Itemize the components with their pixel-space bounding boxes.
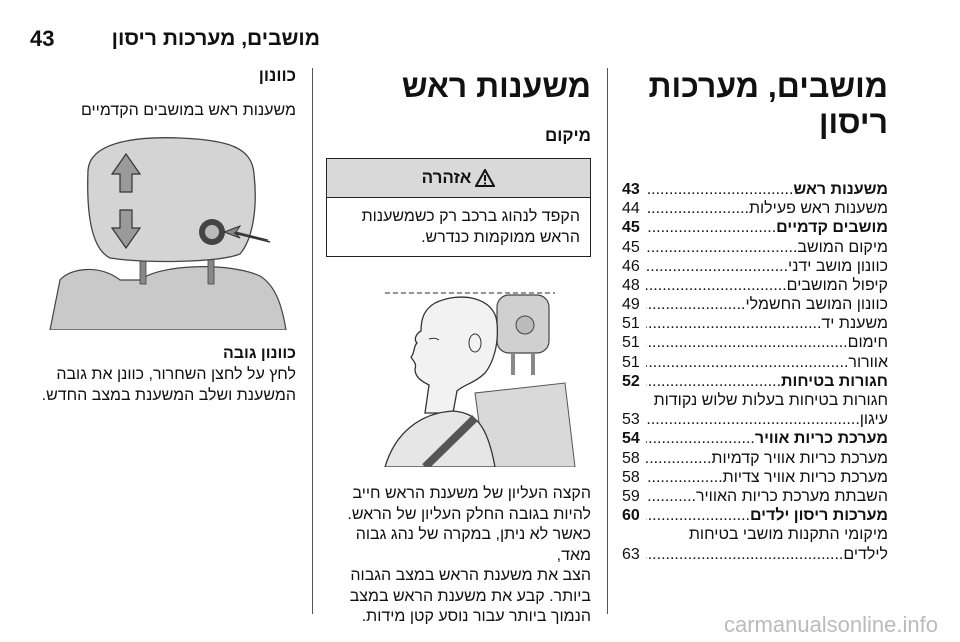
toc-entry-page: 52 [622, 372, 640, 390]
toc-entry[interactable] [622, 276, 888, 295]
section-title: משענות ראש [401, 68, 591, 104]
toc-leader-dots [646, 295, 746, 314]
toc-leader-dots [646, 257, 788, 276]
toc-entry-label: אוורור [848, 353, 888, 371]
toc-entry[interactable] [622, 506, 888, 525]
toc-leader-dots [646, 238, 797, 257]
toc-entry-label: חגורות בטיחות [781, 372, 888, 390]
toc-entry-label: משענות ראש [793, 180, 888, 198]
toc-entry-label: כוונון מושב ידני [788, 257, 888, 275]
toc-leader-dots [646, 372, 781, 391]
toc-entry[interactable] [622, 525, 888, 544]
toc-entry-page: 49 [622, 296, 640, 314]
toc-leader-dots [646, 314, 821, 333]
toc-entry-page: 45 [622, 219, 640, 237]
toc-leader-dots [646, 353, 848, 372]
toc-entry-page: 45 [622, 238, 640, 256]
toc-entry[interactable] [622, 410, 888, 429]
toc-entry[interactable] [622, 295, 888, 314]
toc-leader-dots [646, 333, 848, 352]
toc-entry-page: 59 [622, 487, 640, 505]
contents-column [622, 64, 888, 564]
toc-entry-label: מערכת כריות אוויר צדיות [722, 468, 888, 486]
toc-entry-label: השבתת מערכת כריות האוויר [695, 487, 888, 505]
position-title: מיקום [545, 126, 591, 145]
toc-entry[interactable] [622, 180, 888, 199]
toc-entry-page: 63 [622, 545, 640, 563]
warning-heading: אזהרה [327, 159, 590, 198]
watermark: carmanualsonline.info [723, 612, 938, 637]
toc-entry[interactable] [622, 218, 888, 237]
toc-entry-page: 58 [622, 468, 640, 486]
toc-entry-page: 48 [622, 276, 640, 294]
toc-entry-label: כוונון המושב החשמלי [745, 296, 888, 314]
toc-entry[interactable] [622, 353, 888, 372]
warning-box [326, 158, 591, 257]
headrest-adjust-illustration [30, 130, 296, 330]
toc-entry-label: עיגון [859, 411, 888, 429]
toc-entry-page: 58 [622, 449, 640, 467]
toc-entry[interactable] [622, 391, 888, 410]
toc-entry-label: מערכות ריסון ילדים [749, 507, 888, 525]
table-of-contents [622, 180, 888, 564]
height-adjust-text: לחץ על לחצן השחרור, כוונן את גובה המשענת ושלב המשענת במצב החדש. [41, 366, 296, 404]
toc-leader-dots [646, 449, 711, 468]
toc-entry-page: 53 [622, 411, 640, 429]
toc-entry[interactable] [622, 449, 888, 468]
toc-entry[interactable] [622, 314, 888, 333]
toc-entry[interactable] [622, 334, 888, 353]
toc-entry-page: 60 [622, 507, 640, 525]
toc-entry-label: חגורות בטיחות בעלות שלוש נקודות [653, 392, 888, 410]
toc-entry-label: משענת יד [821, 315, 888, 333]
toc-entry-label: משענות ראש פעילות [748, 200, 888, 218]
toc-entry-label: מושבים קדמיים [776, 219, 888, 237]
toc-entry-label: מערכת כריות אוויר קדמיות [711, 449, 888, 467]
adjustment-title: כוונון [258, 66, 296, 85]
toc-leader-dots [646, 506, 750, 525]
toc-leader-dots [646, 545, 843, 564]
running-title: מושבים, מערכות ריסון [111, 27, 320, 50]
toc-leader-dots [646, 468, 723, 487]
toc-leader-dots [646, 199, 749, 218]
toc-entry-label: מיקומי התקנות מושבי בטיחות [688, 526, 888, 544]
toc-entry-page: 43 [622, 180, 640, 198]
page-header [0, 0, 960, 56]
toc-entry[interactable] [622, 429, 888, 448]
toc-entry-label: מערכת כריות אוויר [754, 430, 888, 448]
toc-leader-dots [646, 180, 793, 199]
toc-entry-label: מיקום המושב [797, 238, 888, 256]
toc-entry[interactable] [622, 372, 888, 391]
toc-entry[interactable] [622, 199, 888, 218]
toc-entry[interactable] [622, 257, 888, 276]
toc-entry-page: 51 [622, 353, 640, 371]
height-adjust-title: כוונון גובה [222, 345, 296, 362]
toc-entry[interactable] [622, 238, 888, 257]
toc-entry[interactable] [622, 545, 888, 564]
adjustment-subtitle: משענות ראש במושבים הקדמיים [80, 102, 296, 119]
head-restraints-column [325, 64, 591, 628]
toc-leader-dots [646, 218, 776, 237]
column-divider [312, 68, 313, 614]
toc-entry-page: 44 [622, 200, 640, 218]
chapter-title: מושבים, מערכות ריסון [648, 68, 888, 140]
driver-headrest-illustration [325, 273, 591, 467]
toc-entry-page: 46 [622, 257, 640, 275]
toc-entry[interactable] [622, 487, 888, 506]
toc-entry-label: לילדים [843, 545, 888, 563]
toc-entry[interactable] [622, 468, 888, 487]
warning-triangle-icon [475, 169, 495, 187]
toc-entry-label: קיפול המושבים [786, 276, 888, 294]
toc-entry-page: 54 [622, 430, 640, 448]
toc-entry-page: 51 [622, 334, 640, 352]
warning-text: הקפד לנהוג ברכב רק כשמשענות הראש ממוקמות כנדרש. [361, 208, 580, 246]
toc-leader-dots [646, 276, 787, 295]
adjustment-column [30, 64, 296, 406]
toc-leader-dots [646, 487, 696, 506]
toc-leader-dots [646, 429, 755, 448]
toc-entry-label: חימום [847, 334, 888, 352]
column-divider [607, 68, 608, 614]
toc-entry-page: 51 [622, 315, 640, 333]
toc-leader-dots [646, 410, 860, 429]
page-number: 43 [30, 26, 55, 51]
head-restraint-body-text: הקצה העליון של משענת הראש חייב להיות בגובה החלק העליון של הראש. כאשר לא ניתן, במקרה של נהג גבוה מאד, הצב את משענת הראש במצב הגבוה ביותר. קבע את משענת הראש במצב הנמוך ביותר עבור נוסע קטן מידות. [347, 485, 591, 625]
